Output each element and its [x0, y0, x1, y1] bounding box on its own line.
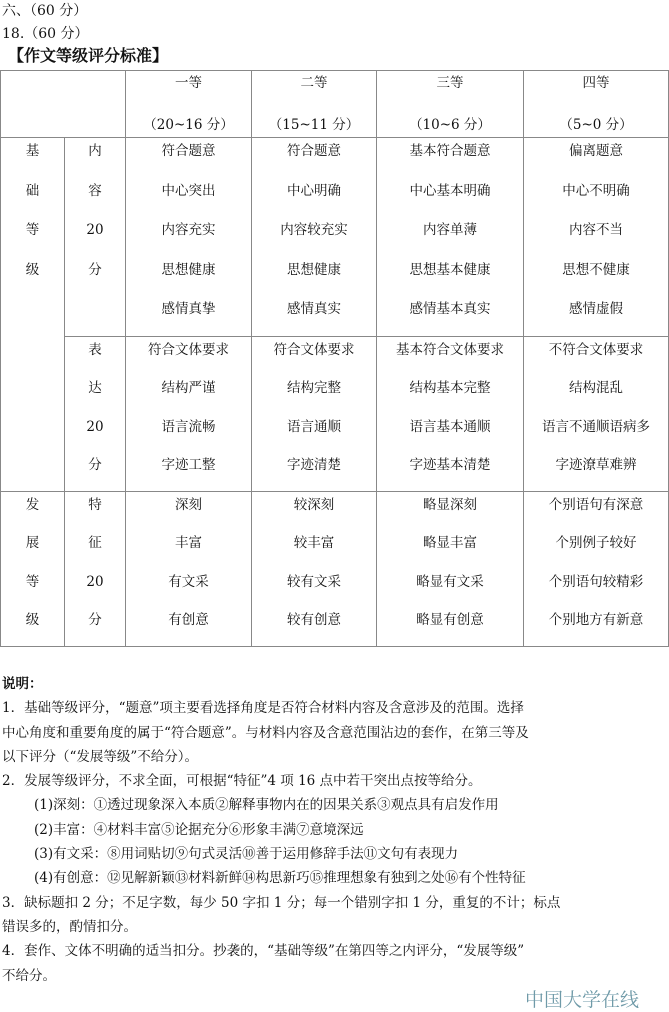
rubric-title: 【作文等级评分标准】 [8, 46, 169, 65]
cell-line: 感情真实 [287, 301, 341, 317]
grade-name: 一等 [175, 75, 202, 91]
note-line: 3．缺标题扣 2 分；不足字数，每少 50 字扣 1 分；每一个错别字扣 1 分，重复的不计；标点 [2, 894, 561, 911]
cell-line: 内容充实 [161, 222, 216, 238]
cell-line: 感情真挚 [161, 301, 216, 317]
cell-line: 字迹潦草难辨 [555, 457, 637, 473]
cell-line: 内容不当 [569, 222, 623, 238]
cell-line: 展 [25, 535, 40, 551]
cell-line: 基本符合文体要求 [396, 341, 504, 358]
grade-name: 三等 [436, 75, 464, 91]
expression-label [65, 336, 126, 491]
expression-cell [524, 336, 669, 491]
rubric-table [0, 70, 669, 647]
note-line: 以下评分（“发展等级”不给分）。 [2, 748, 199, 765]
cell-line: 符合文体要求 [148, 341, 229, 358]
cell-line: 丰富 [175, 535, 202, 551]
cell-line: 内容单薄 [423, 222, 477, 238]
cell-line: 有创意 [168, 612, 209, 628]
cell-line: 个别语句有深意 [548, 496, 644, 513]
content-cell [126, 138, 252, 337]
cell-line: 较深刻 [293, 496, 335, 513]
cell-line: 中心突出 [161, 182, 216, 199]
cell-line: 思想健康 [287, 261, 341, 278]
cell-line: 结构严谨 [161, 380, 216, 396]
cell-line: 思想不健康 [562, 261, 630, 278]
cell-line: 分 [88, 612, 102, 628]
cell-line: 略显深刻 [423, 496, 477, 513]
cell-line: 表 [88, 341, 102, 358]
note-line: (2)丰富：④材料丰富⑤论据充分⑥形象丰满⑦意境深远 [34, 821, 364, 838]
development-level-label [1, 491, 65, 646]
cell-line: 个别地方有新意 [548, 612, 644, 628]
cell-line: 基 [25, 143, 40, 159]
cell-line: 容 [88, 182, 102, 199]
cell-line: 发 [25, 496, 40, 513]
table-row [1, 336, 669, 491]
note-line: 4．套作、文体不明确的适当扣分。抄袭的，“基础等级”在第四等之内评分，“发展等级” [2, 943, 525, 960]
cell-line: 达 [88, 380, 102, 396]
cell-line: 不符合文体要求 [548, 341, 644, 358]
content-cell [524, 138, 669, 337]
content-cell [377, 138, 524, 337]
expression-cell [126, 336, 252, 491]
note-line: (4)有创意：⑫见解新颖⑬材料新鲜⑭构思新巧⑮推理想象有独到之处⑯有个性特征 [34, 870, 526, 887]
content-label [65, 138, 126, 337]
grade-header [126, 71, 252, 138]
note-line: 2．发展等级评分，不求全面，可根据“特征”4 项 16 点中若干突出点按等给分。 [2, 773, 482, 790]
cell-line: 个别语句较精彩 [548, 573, 644, 590]
question-number: 18.（60 分） [2, 26, 89, 42]
cell-line: 略显有文采 [416, 573, 484, 590]
cell-line: 语言流畅 [161, 418, 216, 435]
cell-line: 础 [25, 182, 40, 199]
cell-line: 有文采 [168, 573, 209, 590]
cell-line: 语言通顺 [287, 418, 341, 435]
expression-cell [377, 336, 524, 491]
cell-line: 等 [25, 222, 40, 238]
expression-cell [252, 336, 377, 491]
grade-header [377, 71, 524, 138]
cell-line: 符合文体要求 [273, 341, 355, 358]
cell-line: 分 [88, 457, 102, 473]
features-cell [126, 491, 252, 646]
cell-line: 结构完整 [287, 380, 341, 396]
note-line: 中心角度和重要角度的属于“符合题意”。与材料内容及含意范围沾边的套作，在第三等及 [2, 724, 529, 741]
grade-range: （5~0 分） [559, 117, 633, 133]
cell-line: 结构基本完整 [409, 380, 491, 396]
cell-line: 级 [25, 612, 40, 628]
cell-line: 特 [88, 496, 102, 513]
table-row [1, 138, 669, 337]
cell-line: 内容较充实 [280, 222, 348, 238]
cell-line: 分 [88, 261, 102, 278]
cell-line: 20 [86, 573, 104, 590]
cell-line: 略显有创意 [416, 612, 484, 628]
cell-line: 较有创意 [287, 612, 341, 628]
cell-line: 较有文采 [287, 573, 341, 590]
cell-line: 语言基本通顺 [409, 418, 491, 435]
grade-name: 四等 [582, 75, 610, 91]
grade-header [524, 71, 669, 138]
cell-line: 思想健康 [161, 261, 216, 278]
content-cell [252, 138, 377, 337]
cell-line: 较丰富 [293, 535, 335, 551]
cell-line: 符合题意 [287, 143, 341, 159]
cell-line: 征 [88, 535, 102, 551]
grade-range: （15~11 分） [268, 117, 360, 133]
section-heading: 六、（60 分） [2, 3, 88, 19]
features-cell [524, 491, 669, 646]
empty-header-cell [1, 71, 126, 138]
grade-name: 二等 [300, 75, 328, 91]
note-line: 错误多的，酌情扣分。 [2, 918, 137, 935]
cell-line: 略显丰富 [423, 535, 477, 551]
cell-line: 20 [86, 222, 104, 238]
note-line: 不给分。 [2, 967, 56, 984]
table-row [1, 491, 669, 646]
cell-line: 字迹清楚 [287, 457, 341, 473]
cell-line: 语言不通顺语病多 [542, 418, 650, 435]
notes-heading: 说明： [2, 676, 43, 692]
cell-line: 感情基本真实 [409, 301, 491, 317]
cell-line: 中心基本明确 [409, 182, 491, 199]
cell-line: 字迹基本清楚 [409, 457, 491, 473]
cell-line: 等 [25, 573, 40, 590]
cell-line: 20 [86, 418, 104, 435]
cell-line: 个别例子较好 [555, 535, 637, 551]
cell-line: 思想基本健康 [409, 261, 491, 278]
cell-line: 中心明确 [287, 182, 341, 199]
cell-line: 基本符合题意 [409, 143, 491, 159]
grade-header [252, 71, 377, 138]
notes [2, 672, 560, 988]
cell-line: 中心不明确 [562, 182, 630, 199]
basic-level-label [1, 138, 65, 492]
cell-line: 符合题意 [161, 143, 216, 159]
cell-line: 偏离题意 [569, 143, 623, 159]
cell-line: 内 [88, 143, 102, 159]
cell-line: 级 [25, 261, 40, 278]
watermark: 中国大学在线 [525, 989, 640, 1011]
features-cell [252, 491, 377, 646]
features-label [65, 491, 126, 646]
cell-line: 感情虚假 [569, 301, 623, 317]
features-cell [377, 491, 524, 646]
cell-line: 结构混乱 [569, 380, 623, 396]
note-line: 1．基础等级评分，“题意”项主要看选择角度是否符合材料内容及含意涉及的范围。选择 [2, 700, 524, 717]
cell-line: 深刻 [175, 496, 202, 513]
note-line: (3)有文采：⑧用词贴切⑨句式灵活⑩善于运用修辞手法⑪文句有表现力 [34, 846, 459, 863]
cell-line: 字迹工整 [161, 457, 216, 473]
note-line: (1)深刻：①透过现象深入本质②解释事物内在的因果关系③观点具有启发作用 [34, 797, 499, 814]
header-row [1, 71, 669, 138]
grade-range: （10~6 分） [409, 117, 491, 133]
grade-range: （20~16 分） [143, 117, 234, 133]
